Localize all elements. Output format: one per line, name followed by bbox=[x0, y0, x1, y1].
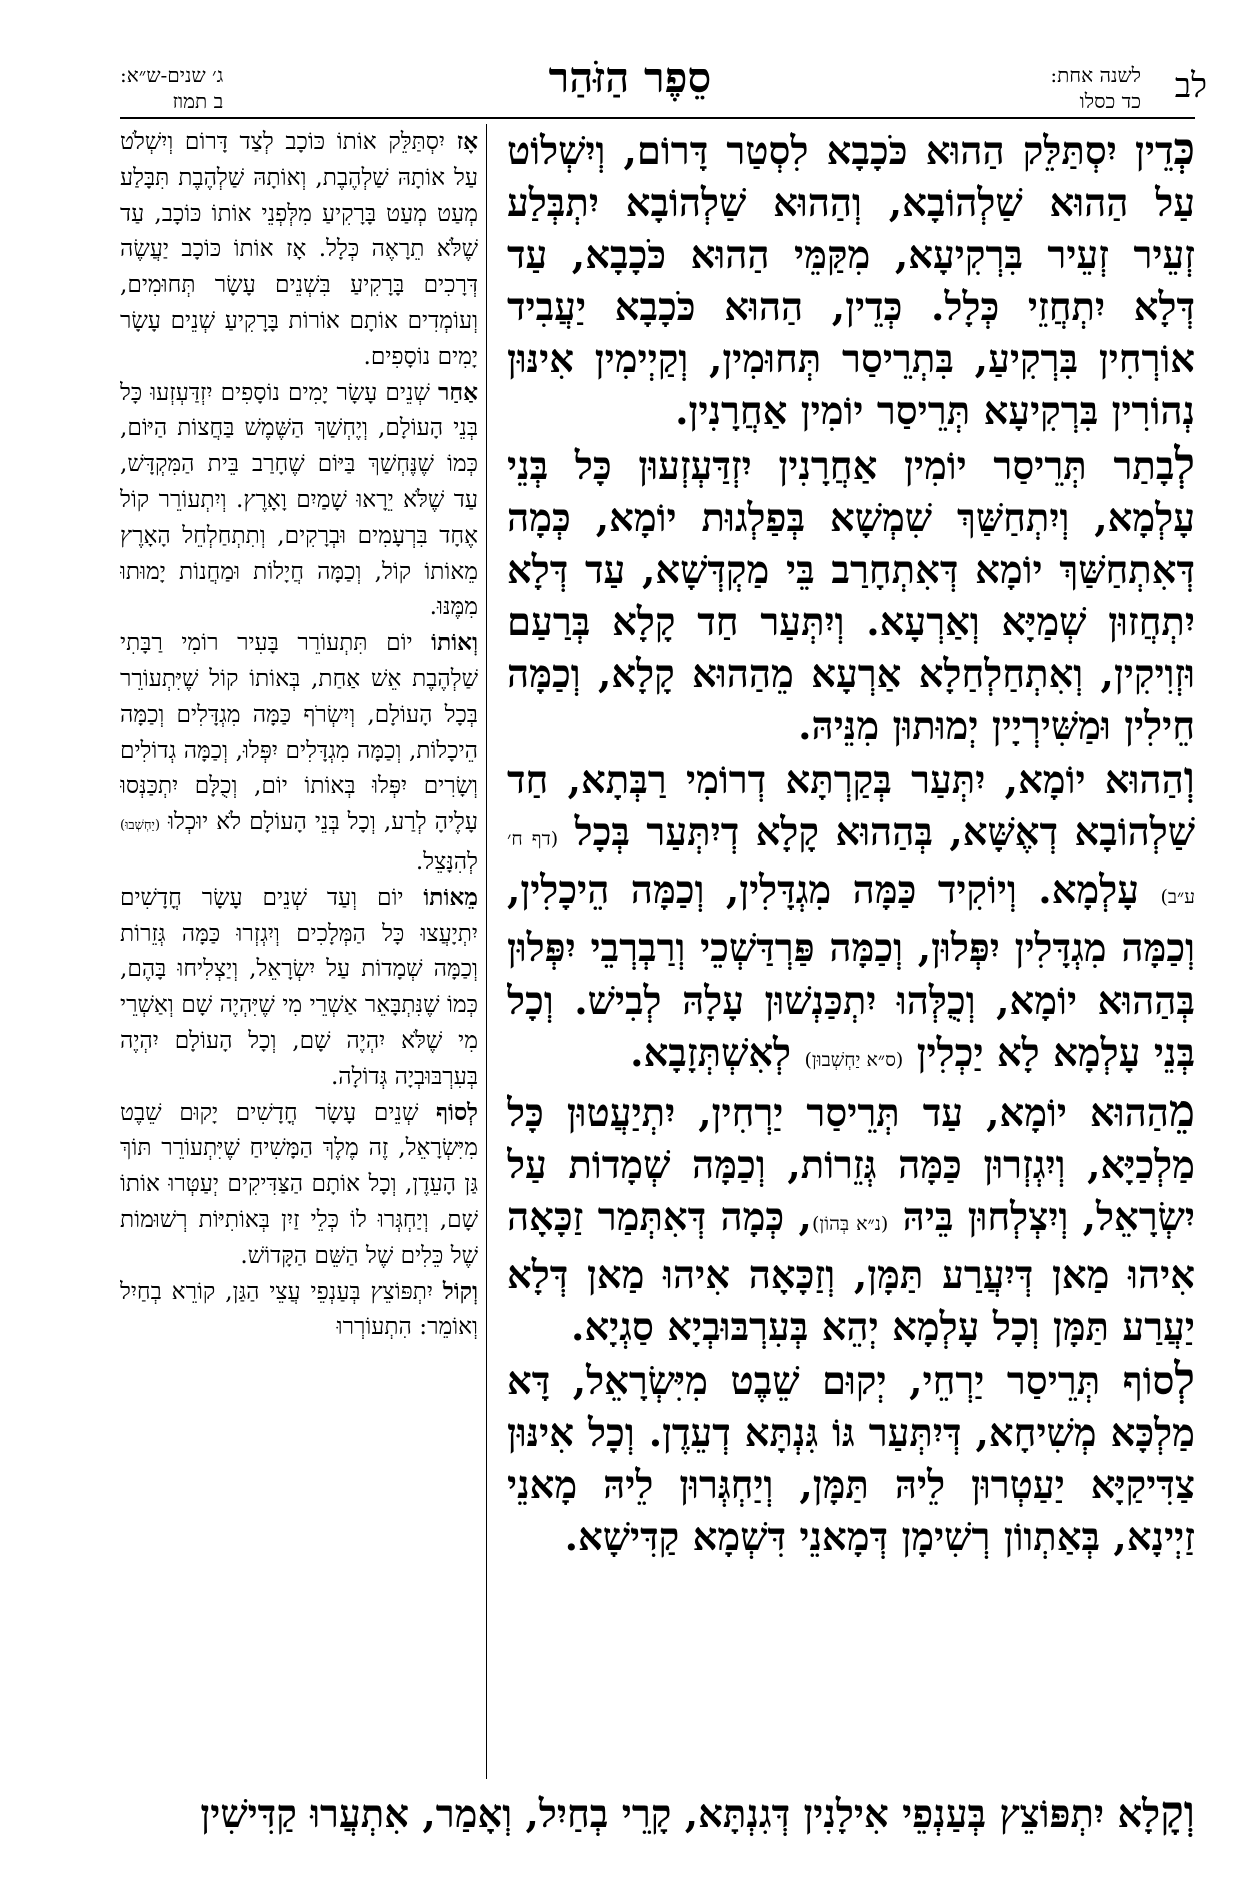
translation-column bbox=[120, 124, 478, 1779]
side-paragraph-3-lead: וְאוֹתוֹ bbox=[431, 629, 478, 657]
main-text-column bbox=[507, 124, 1195, 1779]
side-paragraph-5-lead: לְסוֹף bbox=[436, 1098, 478, 1126]
side-paragraph-2-text: שְׁנֵים עָשָׂר יָמִים נוֹסָפִים יִזְדַּעְזְעוּ כָּל בְּנֵי הָעוֹלָם, וְיֶחְשַׁךְ הַשֶּׁמֶשׁ בַּחֲצוֹת הַיּוֹם, כְּמוֹ שֶׁנֶּחְשַׁךְ בַּיּוֹם שֶׁחָרַב בֵּית הַמִּקְדָּשׁ, עַד שֶׁלֹּא יֵרָאוּ שָׁמַיִם וָאָרֶץ. וְיִתְעוֹרֵר קוֹל אֶחָד בִּרְעָמִים וּבְרָקִים, וְתִתְחַלְחֵל הָאָרֶץ מֵאוֹתוֹ קוֹל, וְכַמָּה חֲיָלוֹת וּמַחֲנוֹת יָמוּתוּ מִמֶּנּוּ. bbox=[120, 378, 478, 621]
side-paragraph-2-lead: אַחַר bbox=[438, 378, 478, 406]
side-paragraph-5 bbox=[120, 1095, 478, 1274]
main-paragraph-5 bbox=[507, 1354, 1195, 1564]
side-paragraph-4-lead: מֵאוֹתוֹ bbox=[423, 883, 478, 911]
main-paragraph-3-text-b: עָלְמָא. וְיוֹקִיד כַּמָּה מִגְדָּלִין, וְכַמָּה הֵיכָלִין, וְכַמָּה מִגְדָּלִין יִפְּלוּן, וְכַמָּה פַּרְדַּשְׁכֵי וְרַבְרְבֵי יִפְּלוּן בְּהַהוּא יוֹמָא, וְכֻלְּהוּ יִתְכַּנְשׁוּן עָלָהּ לְבִישׁ. וְכָל בְּנֵי עָלְמָא לָא יַכְלִין bbox=[507, 868, 1195, 1076]
side-paragraph-1-text: יִסְתַּלֵּק אוֹתוֹ כּוֹכָב לְצַד דָּרוֹם וְיִשְׁלֹט עַל אוֹתָהּ שַׁלְהֶבֶת, וְאוֹתָהּ שַׁלְהֶבֶת תִּבָּלַע מְעַט מְעַט בָּרָקִיעַ מִלְּפְנֵי אוֹתוֹ כּוֹכָב, עַד שֶׁלֹּא תֵרָאֶה כְּלָל. אָז אוֹתוֹ כּוֹכָב יַעֲשֶׂה דְּרָכִים בָּרָקִיעַ בִּשְׁנֵים עָשָׂר תְּחוּמִים, וְעוֹמְדִים אוֹתָם אוֹרוֹת בָּרָקִיעַ שְׁנֵים עָשָׂר יָמִים נוֹסָפִים. bbox=[120, 128, 478, 370]
main-paragraph-3-text-a: הַהוּא יוֹמָא, יִתְּעַר בְּקַרְתָּא דְרוֹמִי רַבְּתָא, חַד שַׁלְהוֹבָא דְאֶשָּׁא, בְּהַהוּא קָלָא דְיִתְּעַר בְּכָל bbox=[507, 758, 1195, 856]
footer-lead: וְקָ bbox=[1160, 1787, 1195, 1838]
side-paragraph-6 bbox=[120, 1274, 478, 1346]
main-paragraph-4-lead: מֵ bbox=[1168, 1085, 1195, 1137]
main-paragraph-3-text-c: לְאִשְׁתְּזָבָא. bbox=[630, 1030, 792, 1076]
main-paragraph-3-lead: וְ bbox=[1183, 753, 1195, 805]
main-paragraph-1-text: דֵין יִסְתַּלֵּק הַהוּא כֹּכָבָא לִסְטַר דָּרוֹם, וְיִשְׁלוֹט עַל הַהוּא שַׁלְהוֹבָא, וְהַהוּא שַׁלְהוֹבָא יִתְבְּלַע זְעֵיר זְעֵיר בִּרְקִיעָא, מִקַּמֵּי הַהוּא כֹּכָבָא, עַד דְּלָא יִתְחֲזֵי כְּלָל. כְּדֵין, הַהוּא כֹּכָבָא יַעֲבִיד אוֹרְחִין בִּרְקִיעַ, בִּתְרֵיסַר תְּחוּמִין, וְקַיְימִין אִינּוּן נְהוֹרִין בִּרְקִיעָא תְּרֵיסַר יוֹמִין אַחֲרָנִין. bbox=[507, 129, 1195, 435]
side-paragraph-2 bbox=[120, 375, 478, 626]
side-paragraph-1 bbox=[120, 124, 478, 375]
variant-reading: (ס״א יַחְשְׁבוּן) bbox=[804, 1048, 904, 1071]
header-left-top: ג׳ שנים-ש״א: bbox=[120, 63, 224, 87]
page-title: סֵפֶר הַזֹּהַר bbox=[548, 53, 712, 102]
side-paragraph-4 bbox=[120, 880, 478, 1095]
main-paragraph-5-lead: לְ bbox=[1174, 1354, 1195, 1406]
main-paragraph-1 bbox=[507, 124, 1195, 439]
side-paragraph-1-lead: אָז bbox=[456, 128, 478, 155]
header-rule bbox=[120, 117, 1195, 119]
side-paragraph-5-text: שְׁנֵים עָשָׂר חֳדָשִׁים יָקוּם שֵׁבֶט מִיִּשְׂרָאֵל, זֶה מֶלֶךְ הַמָּשִׁיחַ שֶׁיִּתְעוֹרֵר תּוֹךְ גַּן הָעֵדֶן, וְכָל אוֹתָם הַצַּדִּיקִים יְעַטְּרוּ אוֹתוֹ שָׁם, וְיַחְגְּרוּ לוֹ כְּלֵי זַיִן בְּאוֹתִיּוֹת רְשׁוּמוֹת שֶׁל כֵּלִים שֶׁל הַשֵּׁם הַקָּדוֹשׁ. bbox=[120, 1098, 478, 1269]
page-reference: (דף ח׳ ע״ב) bbox=[507, 828, 1195, 909]
main-paragraph-3 bbox=[507, 753, 1195, 1086]
side-paragraph-3-text-b: לְהִנָּצֵל. bbox=[415, 847, 478, 875]
column-divider bbox=[486, 124, 487, 1779]
main-paragraph-4 bbox=[507, 1086, 1195, 1354]
main-paragraph-5-text: סוֹף תְּרֵיסַר יַרְחֵי, יְקוּם שֵׁבֶט מִיִּשְׂרָאֵל, דָּא מַלְכָּא מְשִׁיחָא, דְּיִתְּעַר גּוֹ גִּנְתָּא דְעֵדֶן. וְכָל אִינּוּן צַדִּיקַיָּא יַעַטְרוּן לֵיהּ תַּמָּן, וְיַחְגְּרוּן לֵיהּ מָאנֵי זַיְינָא, בְּאַתְווֹן רְשִׁימָן דְּמָאנֵי דִּשְׁמָא קַדִּישָׁא. bbox=[507, 1359, 1195, 1561]
header-right-note bbox=[1050, 62, 1141, 114]
main-paragraph-2 bbox=[507, 439, 1195, 754]
variant-reading: (יַחְשְׁבוּ) bbox=[120, 818, 161, 834]
page-number: לב bbox=[1174, 66, 1207, 106]
main-paragraph-4-text-a: הַהוּא יוֹמָא, עַד תְּרֵיסַר יַרְחִין, יִתְיַעֲטוּן כָּל מַלְכַיָּא, וְיִגְזְרוּן כַּמָּה גְּזֵרוֹת, וְכַמָּה שְׁמָדוֹת עַל יִשְׂרָאֵל, וְיִצְלְחוּן בֵּיהּ bbox=[507, 1090, 1195, 1240]
main-paragraph-4-text-b: , כְּמָה דְּאִתְּמַר זַכָּאָה אִיהוּ מַאן דְּיִעֲרַע תַּמָּן, וְזַכָּאָה אִיהוּ מַאן דְּלָא יַעֲרַע תַּמָּן וְכָל עָלְמָא יְהֵא בְּעִרְבּוּבְיָא סַגְיָא. bbox=[507, 1194, 1195, 1351]
header-left-note bbox=[120, 62, 223, 114]
side-paragraph-4-text: יוֹם וְעַד שְׁנֵים עָשָׂר חֳדָשִׁים יִתְיָעֲצוּ כָּל הַמְּלָכִים וְיִגְזְרוּ כַּמָּה גְּזֵרוֹת וְכַמָּה שְׁמָדוֹת עַל יִשְׂרָאֵל, וְיַצְלִיחוּ בָּהֶם, כְּמוֹ שֶׁנִּתְבָּאֵר אַשְׁרֵי מִי שֶׁיִּהְיֶה שָׁם וְאַשְׁרֵי מִי שֶׁלֹּא יִהְיֶה שָׁם, וְכָל הָעוֹלָם יִהְיֶה בְּעִרְבּוּבְיָה גְּדוֹלָה. bbox=[120, 883, 478, 1090]
side-paragraph-6-text: יִתְפּוֹצֵץ בְּעַנְפֵי עֲצֵי הַגַּן, קוֹרֵא בְחַיִל וְאוֹמֵר: הִתְעוֹרְרוּ bbox=[120, 1277, 478, 1341]
header-left-bottom: ב תמוז bbox=[172, 89, 224, 113]
main-paragraph-2-text: בָתַר תְּרֵיסַר יוֹמִין אַחֲרָנִין יִזְדַּעְזְעוּן כָּל בְּנֵי עָלְמָא, וְיִתְחַשַּׁךְ שִׁמְשָׁא בְּפַלְגוּת יוֹמָא, כְּמָה דְּאִתְחַשַּׁךְ יוֹמָא דְּאִתְחָרַב בֵּי מַקְדְּשָׁא, עַד דְּלָא יִתְחֲזוּן שְׁמַיָּא וְאַרְעָא. וְיִתְּעַר חַד קָלָא בְּרַעַם וּזְוִיקִין, וְאִתְחַלְחַלָא אַרְעָא מֵהַהוּא קָלָא, וְכַמָּה חֵילִין וּמַשִּׁירְיָין יְמוּתוּן מִנֵּיהּ. bbox=[507, 443, 1195, 750]
header-right-top: לשנה אחת: bbox=[1050, 63, 1141, 87]
side-paragraph-3-text-a: יוֹם תִּתְעוֹרֵר בָּעִיר רוֹמִי רַבָּתִי שַׁלְהֶבֶת אֵשׁ אַחַת, בְּאוֹתוֹ קוֹל שֶׁיִּתְעוֹרֵר בְּכָל הָעוֹלָם, וְיִשְׂרֹף כַּמָּה מִגְדָּלִים וְכַמָּה הֵיכָלוֹת, וְכַמָּה מִגְדָּלִים יִפְּלוּ, וְכַמָּה גְדוֹלִים וְשָׂרִים יִפְּלוּ בְּאוֹתוֹ יוֹם, וְכֻלָּם יִתְכַּנְּסוּ עָלֶיהָ לְרַע, וְכָל בְּנֵי הָעוֹלָם לֹא יוּכְלוּ bbox=[120, 629, 478, 836]
header-right-bottom: כד כסלו bbox=[1079, 89, 1141, 113]
side-paragraph-6-lead: וְקוֹל bbox=[442, 1277, 478, 1305]
variant-reading: (נ״א בְּהוֹן) bbox=[811, 1212, 889, 1235]
side-paragraph-3 bbox=[120, 625, 478, 880]
footer-text: לָא יִתְפּוֹצֵץ בְּעַנְפֵי אִילָנִין דְּגִנְתָּא, קָרֵי בְחַיִל, וְאָמַר, אִתְעֲרוּ קַדִּישִׁין bbox=[200, 1792, 1161, 1837]
main-paragraph-2-lead: לְ bbox=[1174, 438, 1195, 490]
footer-continuation-line bbox=[120, 1787, 1195, 1841]
main-paragraph-1-lead: כְּ bbox=[1173, 124, 1195, 175]
